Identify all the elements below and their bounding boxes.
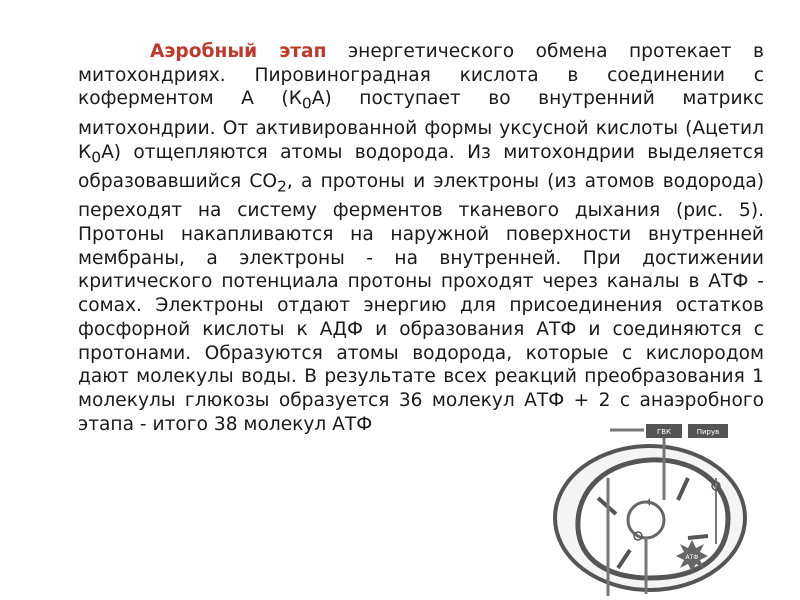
inner-membrane: [578, 460, 728, 578]
mitochondria-diagram: [538, 418, 760, 598]
label-text: Пирув: [696, 428, 720, 436]
formula-text: CO: [249, 170, 278, 192]
label-text: ГВК: [656, 428, 672, 436]
subscript: 2: [277, 177, 287, 196]
highlight-term: Аэробный этап: [150, 41, 327, 62]
subscript: 0: [301, 95, 312, 114]
body-paragraph: [78, 40, 764, 436]
text-segment: энергетического обмена протекает в митохондриях. Пировиноградная кислота в соединении с коферментом А (К: [78, 41, 764, 110]
text-segment: А) поступает во внутренний матрикс митохондрии. От активированной формы уксусной кислоты (Ацетил К: [78, 88, 764, 163]
text-segment: , а протоны и электроны (из атомов водорода) переходят на систему ферментов тканевого дыхания (рис. 5). Протоны накапливаются на наружной поверхности внутренней мембраны, а электроны - на внутренней. При достижении критического потенциала протоны проходят через каналы в АТФ - сомах. Электроны отдают энергию для присоединения остатков фосфорной кислоты к АДФ и образования АТФ и соединяются с протонами. Образуются атомы водорода, которые с кислородом дают молекулы воды. В результате всех реакций преобразования 1 молекулы глюкозы образуется 36 молекул АТФ + 2 с анаэробного этапа - итого 38 молекул АТФ: [78, 170, 764, 435]
text-segment: А) отщепляются атомы водорода. Из митохондрии выделяется образовавшийся: [78, 141, 764, 192]
co2-formula: [249, 170, 287, 196]
subscript: 0: [91, 148, 102, 167]
atp-label: АТФ: [685, 554, 699, 561]
